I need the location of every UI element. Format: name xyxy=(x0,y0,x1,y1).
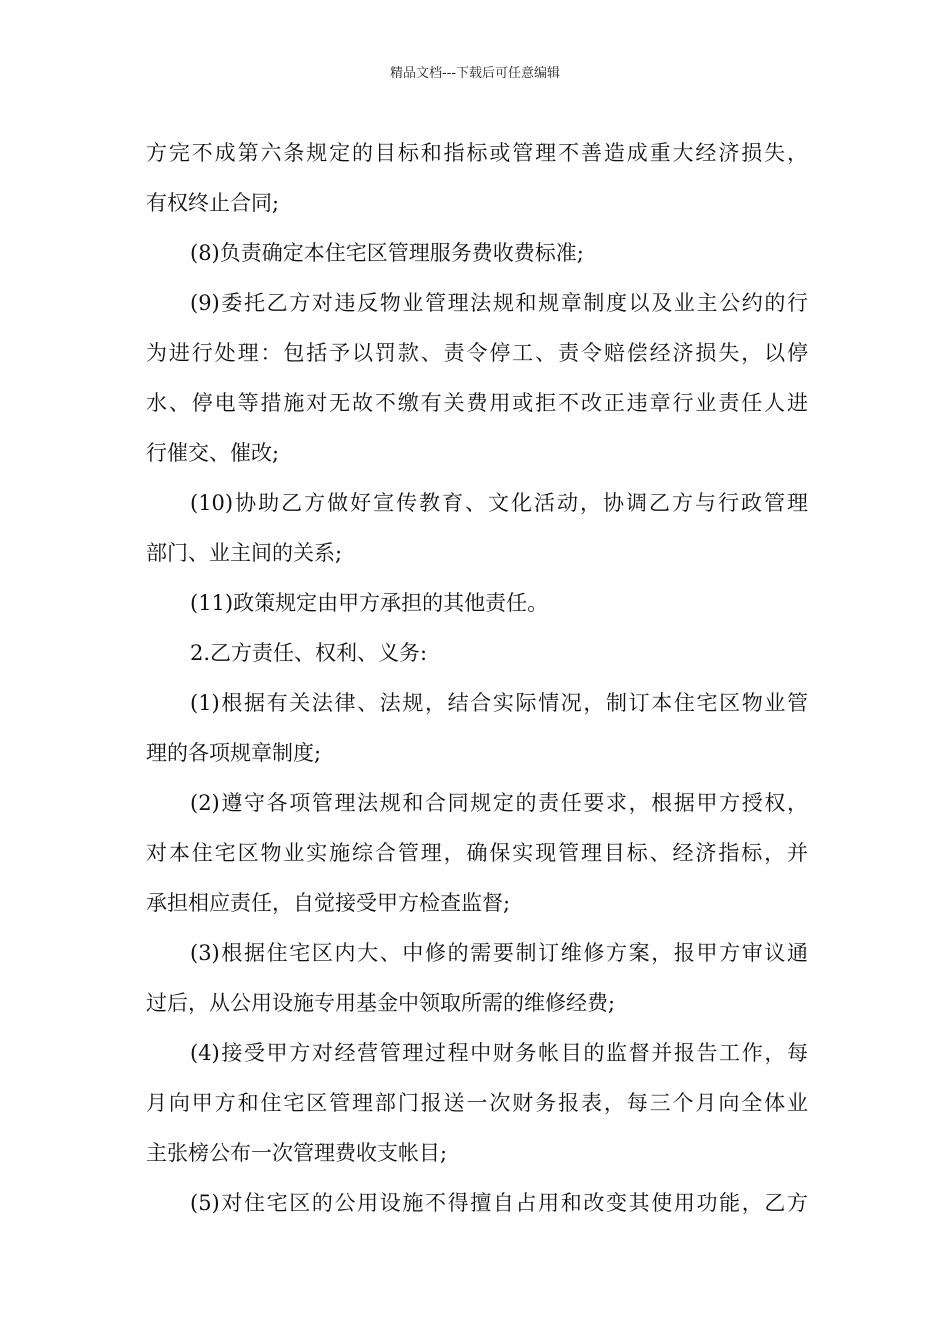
document-body xyxy=(146,128,808,1228)
text-line: 2.乙方责任、权利、义务: xyxy=(190,641,428,665)
text-line: 方完不成第六条规定的目标和指标或管理不善造成重大经济损失， xyxy=(146,141,808,165)
text-line: 为进行处理：包括予以罚款、责令停工、责令赔偿经济损失，以停 xyxy=(146,341,808,365)
text-line: 主张榜公布一次管理费收支帐目; xyxy=(146,1141,448,1165)
text-line: 行催交、催改; xyxy=(146,441,280,465)
page-header: 精品文档---下载后可任意编辑 xyxy=(389,66,561,81)
text-line: 对本住宅区物业实施综合管理，确保实现管理目标、经济指标，并 xyxy=(146,841,808,865)
text-line: 月向甲方和住宅区管理部门报送一次财务报表，每三个月向全体业 xyxy=(146,1091,808,1115)
text-line: (2)遵守各项管理法规和合同规定的责任要求，根据甲方授权， xyxy=(190,791,808,815)
text-line: (9)委托乙方对违反物业管理法规和规章制度以及业主公约的行 xyxy=(190,291,808,315)
text-line: (5)对住宅区的公用设施不得擅自占用和改变其使用功能，乙方 xyxy=(190,1191,808,1215)
text-line: (3)根据住宅区内大、中修的需要制订维修方案，报甲方审议通 xyxy=(190,941,808,965)
text-line: (4)接受甲方对经营管理过程中财务帐目的监督并报告工作，每 xyxy=(190,1041,808,1065)
text-line: (10)协助乙方做好宣传教育、文化活动，协调乙方与行政管理 xyxy=(190,491,808,515)
text-line: 理的各项规章制度; xyxy=(146,741,322,765)
text-line: 承担相应责任，自觉接受甲方检查监督; xyxy=(146,891,511,915)
text-line: (8)负责确定本住宅区管理服务费收费标准; xyxy=(190,241,584,265)
text-line: 过后，从公用设施专用基金中领取所需的维修经费; xyxy=(146,991,616,1015)
text-line: (1)根据有关法律、法规，结合实际情况，制订本住宅区物业管 xyxy=(190,691,808,715)
text-line: 水、停电等措施对无故不缴有关费用或拒不改正违章行业责任人进 xyxy=(146,391,808,415)
text-line: 有权终止合同; xyxy=(146,191,280,215)
text-line: 部门、业主间的关系; xyxy=(146,541,343,565)
text-line: (11)政策规定由甲方承担的其他责任。 xyxy=(190,591,549,615)
